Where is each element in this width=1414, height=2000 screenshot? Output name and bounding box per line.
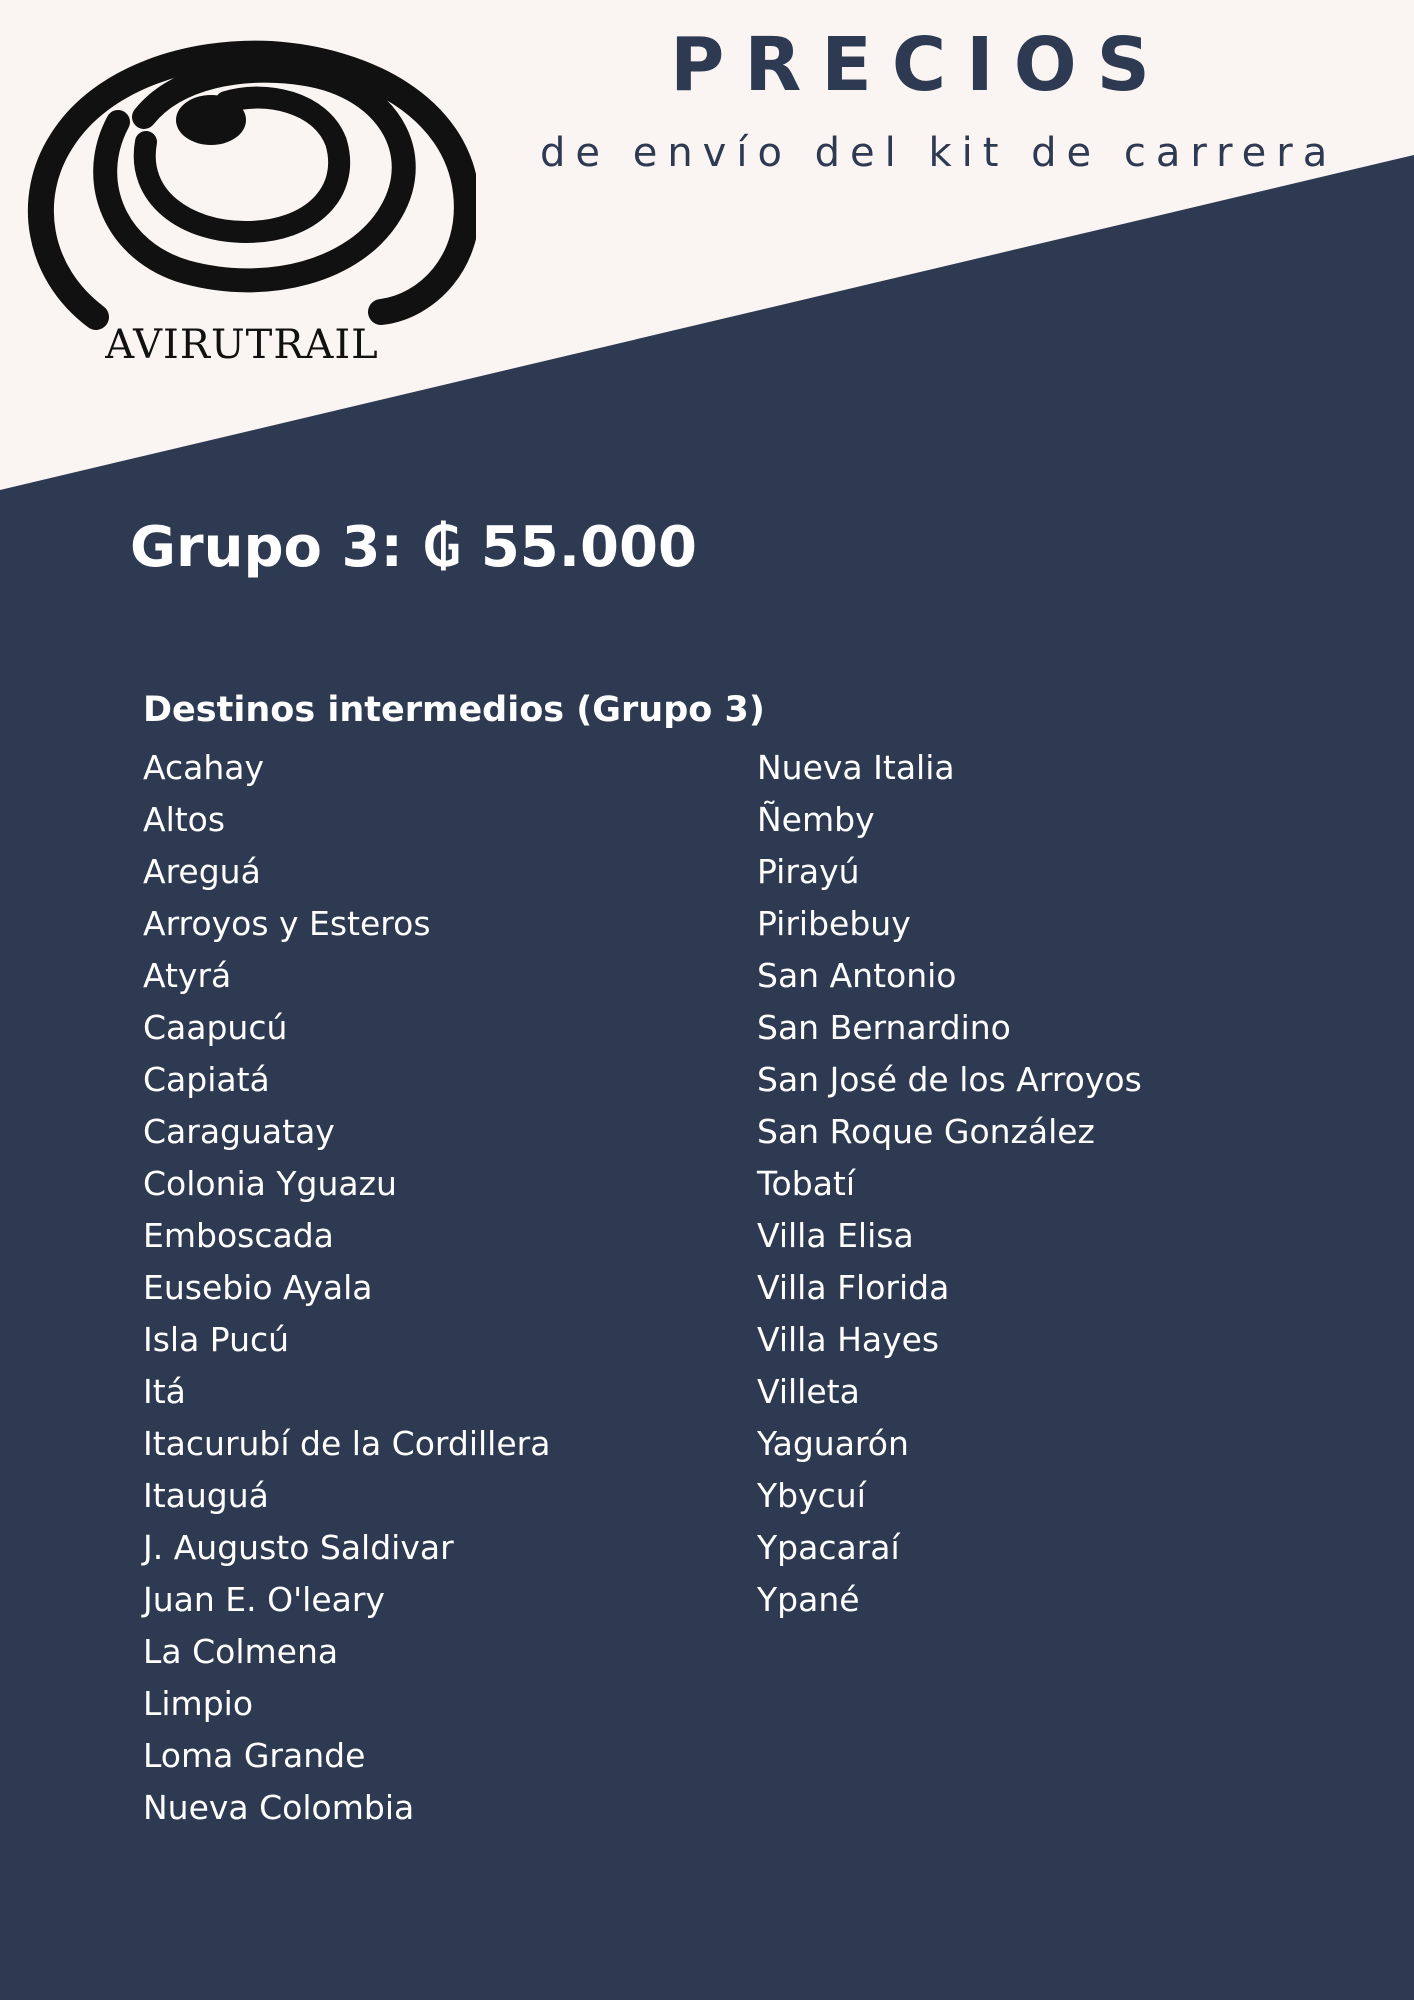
list-item: Villa Elisa	[757, 1216, 914, 1255]
destinations-heading: Destinos intermedios (Grupo 3)	[143, 690, 765, 730]
list-item: Caapucú	[143, 1008, 288, 1047]
list-item: Pirayú	[757, 852, 860, 891]
list-item: Tobatí	[757, 1164, 856, 1203]
spiral-eye-pupil	[176, 95, 246, 145]
list-item: Loma Grande	[143, 1736, 366, 1775]
list-item: Colonia Yguazu	[143, 1164, 397, 1203]
list-item: Caraguatay	[143, 1112, 335, 1151]
page-subtitle: de envío del kit de carrera	[540, 130, 1338, 176]
list-item: Nueva Italia	[757, 748, 955, 787]
list-item: Eusebio Ayala	[143, 1268, 373, 1307]
list-item: Emboscada	[143, 1216, 334, 1255]
list-item: Arroyos y Esteros	[143, 904, 431, 943]
group-price-heading: Grupo 3: ₲ 55.000	[130, 515, 697, 580]
page-title: PRECIOS	[670, 22, 1170, 108]
list-item: Altos	[143, 800, 226, 839]
list-item: San Bernardino	[757, 1008, 1011, 1047]
list-item: Villa Florida	[757, 1268, 950, 1307]
list-item: Yaguarón	[757, 1424, 909, 1463]
list-item: Itauguá	[143, 1476, 269, 1515]
list-item: Villeta	[757, 1372, 860, 1411]
list-item: Limpio	[143, 1684, 254, 1723]
spiral-eye-icon	[26, 32, 476, 377]
list-item: J. Augusto Saldivar	[143, 1528, 454, 1567]
list-item: Capiatá	[143, 1060, 270, 1099]
list-item: Itá	[143, 1372, 186, 1411]
list-item: Piribebuy	[757, 904, 911, 943]
list-item: San Antonio	[757, 956, 957, 995]
list-item: La Colmena	[143, 1632, 339, 1671]
list-item: Acahay	[143, 748, 265, 787]
list-item: Villa Hayes	[757, 1320, 940, 1359]
list-item: San José de los Arroyos	[757, 1060, 1142, 1099]
list-item: Isla Pucú	[143, 1320, 290, 1359]
list-item: Ypané	[757, 1580, 860, 1619]
destinations-list-left	[143, 742, 550, 1834]
list-item: Ñemby	[757, 800, 875, 839]
list-item: Atyrá	[143, 956, 232, 995]
list-item: Itacurubí de la Cordillera	[143, 1424, 551, 1463]
list-item: Nueva Colombia	[143, 1788, 415, 1827]
list-item: Ypacaraí	[757, 1528, 900, 1567]
list-item: Areguá	[143, 852, 261, 891]
logo-text: AVIRUTRAIL	[105, 322, 379, 368]
destinations-list-right	[757, 742, 1142, 1626]
list-item: Juan E. O'leary	[143, 1580, 385, 1619]
list-item: San Roque González	[757, 1112, 1095, 1151]
list-item: Ybycuí	[757, 1476, 866, 1515]
